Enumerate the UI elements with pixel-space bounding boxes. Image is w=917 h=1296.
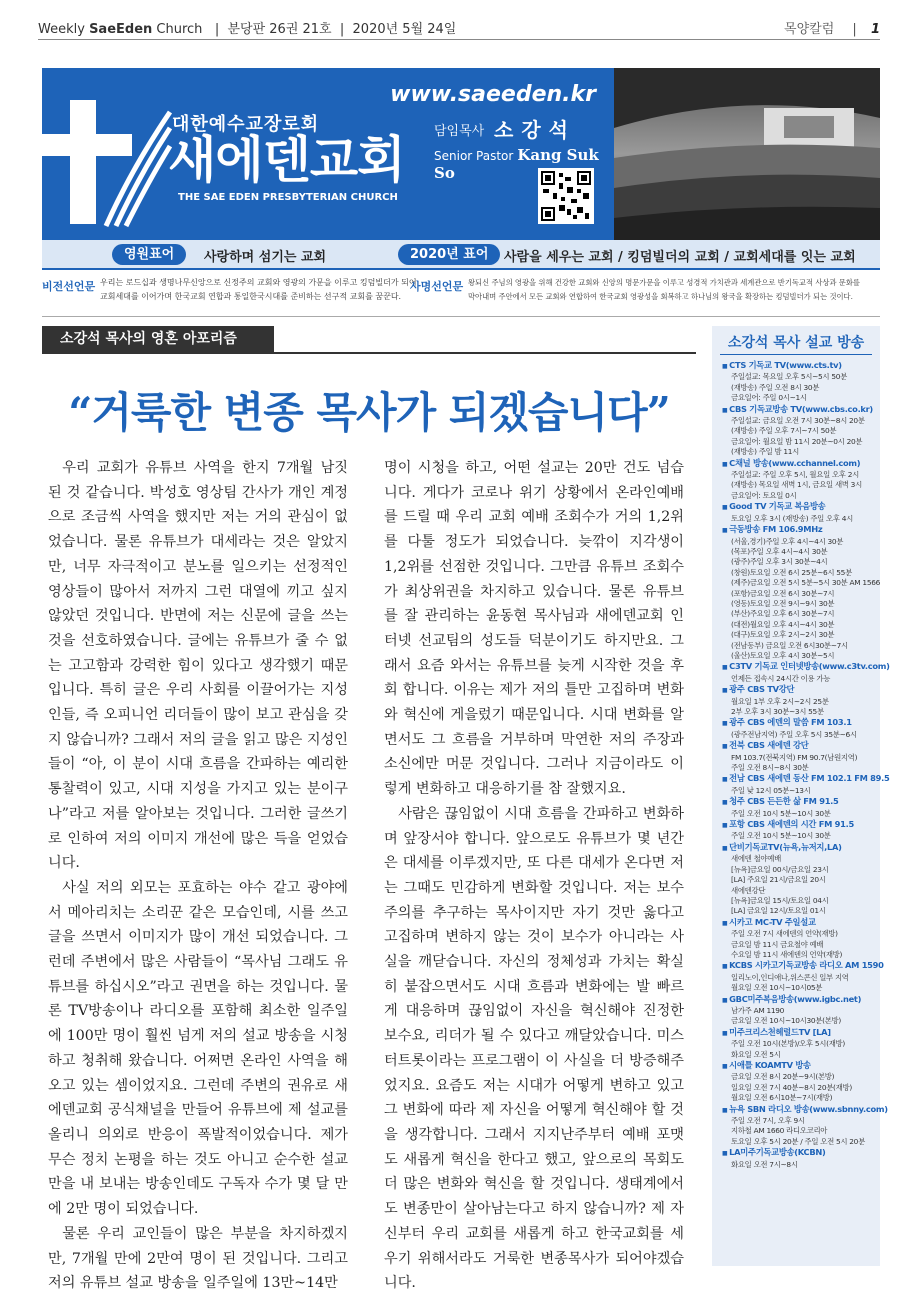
broadcast-schedule: [뉴욕]금요일 15시/토요일 04시: [731, 895, 829, 905]
broadcast-title: 소강석 목사 설교 방송: [727, 335, 865, 351]
broadcast-schedule: 금요일 오전 8시 20분~9시(본방): [731, 1072, 835, 1082]
broadcast-schedule: 지하철 AM 1660 라디오코리아: [731, 1126, 828, 1136]
year-motto-text: 사람을 세우는 교회 / 킹덤빌더의 교회 / 교회세대를 잇는 교회: [504, 250, 856, 265]
section-name: 목양칼럼: [784, 22, 835, 37]
broadcast-sidebar: [712, 326, 890, 1266]
broadcast-station: ■ 광주 CBS TV강단: [722, 684, 878, 696]
issue-date: 2020년 5월 24일: [352, 22, 457, 37]
broadcast-schedule: 수요일 밤 11시 새에덴의 언약(재방): [731, 949, 843, 959]
pastor-title: 담임목사: [434, 124, 485, 139]
broadcast-schedule: 금요일 밤 11시 금요철야 예배: [731, 939, 824, 949]
broadcast-schedule: [LA] 주요일 21시/금요일 20시: [731, 875, 826, 885]
year-motto-label: 2020년 표어: [398, 244, 500, 265]
broadcast-schedule: 주일 오전 10시(본방)/오후 5시(재방): [731, 1039, 845, 1049]
broadcast-schedule: (재방송) 목요일 새벽 1시, 금요일 새벽 3시: [731, 480, 862, 490]
broadcast-schedule: 토요일 오후 3시 (재방송) 주일 오후 4시: [731, 513, 854, 523]
broadcast-schedule: (창원)토요일 오전 6시 25분~6시 55분: [731, 567, 852, 577]
logo-swoosh-icon: [102, 108, 172, 228]
broadcast-schedule: [뉴욕]금요일 00시/금요일 23시: [731, 864, 829, 874]
broadcast-schedule: (영동)토요일 오전 9시~9시 30분: [731, 598, 835, 608]
broadcast-schedule: (서울,경기)주일 오후 4시~4시 30분: [731, 536, 844, 546]
issue-info: Weekly SaeEden Church | 분당판 26권 21호 | 2020년 5월 24일: [38, 22, 457, 37]
broadcast-station: ■ C채널 방송(www.cchannel.com): [722, 458, 878, 470]
broadcast-station: ■ 청주 CBS 든든한 삶 FM 91.5: [722, 796, 878, 808]
broadcast-schedule: 주일 오전 7시 새에덴의 언약(재방): [731, 929, 838, 939]
broadcast-schedule: (재방송) 주일 오후 7시~7시 50분: [731, 426, 837, 436]
broadcast-schedule: FM 103.7(전북지역) FM 90.7(남원지역): [731, 752, 858, 762]
mission-statement: [410, 276, 880, 312]
broadcast-schedule: 2부 오후 3시 30분~3시 55분: [731, 707, 824, 716]
broadcast-schedule: 주일 오전 8시~8시 30분: [731, 763, 809, 773]
broadcast-schedule: (재방송) 주일 밤 11시: [731, 447, 799, 457]
paragraph: 사람은 끊임없이 시대 흐름을 간파하고 변화하며 앞장서야 합니다. 앞으로도 유튜브가 몇 년간은 대세를 이루겠지만, 또 다른 대세가 온다면 저는 그때도 민감하게 변화할 것입니다. 저는 보수주의를 추구하는 목사이지만 자기 것만 옳다고 고집하며 변하지 않는 것이 보수가 아니라는 사실을 깨닫습니다. 자신의 정체성과 가치는 확실히 붙잡으면서도 시대 흐름과 변화에는 발 빠르게 대응하며 끊임없이 자신을 혁신해야 진정한 보수요, 리더가 될 수 있다고 깨달았습니다. 미스터트롯이라는 프로그램이 이 사실을 더 방증해주었지요. 요즘도 저는 시대가 어떻게 변하고 있고 그 변화에 따라 제 자신을 어떻게 혁신해야 할 것을 생각합니다. 그래서 지지난주부터 예배 포맷도 새롭게 혁신을 한다고 했고, 앞으로의 목회도 더 많은 변화와 혁신을 할 것입니다. 생태계에서도 변종만이 살아남는다고 하지 않습니까? 제 자신부터 우리 교회를 새롭게 하고 한국교회를 세우기 위해서라도 거룩한 변종목사가 되어야겠습니다.: [384, 805, 684, 1292]
congregation-photo: [614, 68, 880, 240]
church-english-name: THE SAE EDEN PRESBYTERIAN CHURCH: [178, 192, 398, 203]
broadcast-list: [722, 360, 890, 1170]
broadcast-schedule: (전남동부) 금요일 오전 6시30분~7시: [731, 640, 848, 650]
broadcast-schedule: 주일 오전 7시, 오후 9시: [731, 1116, 805, 1126]
broadcast-schedule: 새에덴강단: [731, 885, 766, 895]
broadcast-station: ■ 뉴욕 SBN 라디오 방송(www.sbnny.com): [722, 1104, 878, 1116]
broadcast-schedule: 화요일 오전 7시~8시: [731, 1159, 798, 1169]
eternal-motto-label: 영원표어: [112, 244, 186, 265]
broadcast-schedule: 일요일 오전 7시 40분~8시 20분(재방): [731, 1082, 852, 1092]
broadcast-schedule: 금요일 오전 10시~10시30분(본방): [731, 1016, 841, 1026]
qr-code-icon[interactable]: [538, 168, 594, 224]
broadcast-schedule: (제주)금요일 오전 5시 5분~5시 30분 AM 1566: [731, 578, 881, 588]
publication-name: Weekly SaeEden Church: [38, 22, 203, 37]
broadcast-schedule: (울산)토요일 오후 4시 30분~5시: [731, 650, 835, 660]
vision-label: 비전선언문: [42, 280, 96, 293]
column-label: 소강석 목사의 영혼 아포리즘: [42, 326, 274, 352]
broadcast-schedule: (광주전남지역) 주일 오후 5시 35분~6시: [731, 729, 857, 739]
article-column-1: [48, 456, 348, 1296]
mission-label: 사명선언문: [410, 280, 464, 293]
broadcast-station: ■ CBS 기독교방송 TV(www.cbs.co.kr): [722, 404, 878, 416]
article-title: “거룩한 변종 목사가 되겠습니다”: [68, 388, 670, 437]
broadcast-schedule: 금요일어: 월요일 밤 11시 20분~0시 20분: [731, 436, 863, 446]
broadcast-station: ■ GBC미주복음방송(www.igbc.net): [722, 994, 878, 1006]
paragraph: 명이 시청을 하고, 어떤 설교는 20만 건도 넘습니다. 게다가 코로나 위기 상황에서 온라인예배를 드릴 때 우리 교회 예배 조회수가 거의 1,2위를 다툴 정도가 되었습니다. 늦깎이 지각생이 1,2위를 선점한 것입니다. 그만큼 유튜브 조회수가 최상위권을 차지하고 있습니다. 물론 유튜브를 잘 관리하는 윤동현 목사님과 새에덴교회 인터넷 선교팀의 성도들 덕분이기도 하지만요. 그래서 요즘 와서는 유튜브를 늦게 시작한 것을 후회 합니다. 이유는 제가 저의 틀만 고집하며 변화와 혁신에 게을렀기 때문입니다. 시대 변화를 알면서도 그 흐름을 거부하며 막연한 저의 주장과 소신에만 머문 것입니다. 그러나 지금이라도 이렇게 변화하고 대응하기를 참 잘했지요.: [384, 460, 684, 798]
broadcast-schedule: 새에덴 철야예배: [731, 854, 781, 864]
broadcast-schedule: [LA] 금요일 12시/토요일 01시: [731, 906, 826, 916]
pastor-english: Senior Pastor Kang Suk So: [434, 146, 599, 182]
broadcast-station: ■ C3TV 기독교 인터넷방송(www.c3tv.com): [722, 661, 878, 673]
column-rule: [42, 352, 696, 354]
paragraph: 물론 우리 교인들이 많은 부분을 차지하겠지만, 7개월 만에 2만여 명이 된 것입니다. 그리고 저의 유튜브 설교 방송을 일주일에 13만~14만: [48, 1225, 348, 1292]
broadcast-station: ■ 포항 CBS 새에덴의 시간 FM 91.5: [722, 819, 878, 831]
vision-statement: [42, 276, 417, 312]
broadcast-schedule: 주일설교: 금요일 오전 7시 30분~8시 20분: [731, 416, 865, 426]
eternal-motto-text: 사랑하며 섬기는 교회: [204, 250, 327, 265]
broadcast-schedule: (광주)주일 오후 3시 30분~4시: [731, 557, 828, 567]
church-name: 새에덴교회: [168, 131, 405, 189]
broadcast-station: ■ 전북 CBS 새에덴 강단: [722, 740, 878, 752]
broadcast-station: ■ 시애틀 KOAMTV 방송: [722, 1060, 878, 1072]
issue-header: [38, 12, 880, 40]
broadcast-station: ■ Good TV 기독교 복음방송: [722, 501, 878, 513]
broadcast-schedule: 화요일 오전 5시: [731, 1049, 781, 1059]
broadcast-schedule: 일리노이,인디애나,위스콘신 일부 지역: [731, 972, 849, 982]
motto-bar: [42, 240, 880, 270]
broadcast-schedule: (부산)주요일 오후 6시 30분~7시: [731, 609, 835, 619]
masthead: [42, 68, 614, 240]
broadcast-station: ■ 광주 CBS 에덴의 말씀 FM 103.1: [722, 717, 878, 729]
article-column-2: [384, 456, 684, 1296]
broadcast-schedule: 주일 오전 10시 5분~10시 30분: [731, 831, 831, 841]
broadcast-station: ■ 극동방송 FM 106.9MHz: [722, 524, 878, 536]
broadcast-schedule: (목포)주일 오후 4시~4시 30분: [731, 546, 828, 556]
broadcast-schedule: 토요일 오후 5시 20분 / 주일 오전 5시 20분: [731, 1136, 865, 1146]
broadcast-station: ■ 전남 CBS 새에덴 동산 FM 102.1 FM 89.5: [722, 773, 878, 785]
broadcast-station: ■ 시카고 MC-TV 주일설교: [722, 917, 878, 929]
broadcast-schedule: 언제든 접속시 24시간 이용 가능: [731, 673, 831, 683]
broadcast-rule: [720, 354, 872, 355]
broadcast-station: ■ 미주크리스천헤럴드TV [LA]: [722, 1027, 878, 1039]
divider: [42, 316, 880, 317]
mission-text: 왕되신 주님의 영광을 위해 건강한 교회와 신앙의 명문가문을 이루고 성경적 가치관과 세계관으로 반기독교적 사상과 문화를 막아내며 주안에서 모든 교회와 연합하여 한국교회 영광성을 회복하고 하나님의 왕국을 확장하는 킹덤빌더가 되는 것이다.: [468, 278, 860, 301]
broadcast-schedule: 주일 오전 10시 5분~10시 30분: [731, 808, 831, 818]
website-url[interactable]: www.saeeden.kr: [390, 82, 596, 107]
page-marker: 목양칼럼 | 1: [784, 22, 880, 37]
broadcast-schedule: 주일설교: 목요일 오후 5시~5시 50분: [731, 372, 847, 382]
pastor-name: 소강석: [494, 118, 576, 142]
broadcast-schedule: (대전)월요일 오후 4시~4시 30분: [731, 619, 835, 629]
broadcast-station: ■ 단비기독교TV(뉴욕,뉴저지,LA): [722, 842, 878, 854]
broadcast-schedule: 금요일어: 주일 0시~1시: [731, 393, 807, 403]
broadcast-schedule: 주일 낮 12시 05분~13시: [731, 785, 811, 795]
broadcast-station: ■ KCBS 시카고기독교방송 라디오 AM 1590: [722, 960, 878, 972]
cross-logo-vertical: [70, 100, 96, 224]
broadcast-schedule: 남가주 AM 1190: [731, 1005, 785, 1015]
broadcast-schedule: 월요일 오전 10시~10시05분: [731, 983, 823, 993]
page-number: 1: [870, 22, 880, 37]
broadcast-schedule: 주일설교: 주일 오후 5시, 월요일 오후 2시: [731, 470, 859, 480]
paragraph: 우리 교회가 유튜브 사역을 한지 7개월 남짓 된 것 같습니다. 박성호 영상팀 간사가 개인 계정으로 조금씩 사역을 했지만 저는 거의 관심이 없었습니다. 물론 유튜브가 대세라는 것은 알았지만, 너무 자극적이고 분노를 일으키는 선정적인 영상들이 많아서 저까지 그런 대열에 끼고 싶지 않았던 것입니다. 반면에 저는 신문에 글을 쓰는 것을 선호하였습니다. 글에는 유튜브가 줄 수 없는 고고함과 강력한 힘이 있다고 생각했기 때문입니다. 특히 글은 우리 사회를 이끌어가는 지성인들, 즉 오피니언 리더들이 많이 보고 관심을 갖지 않습니까? 그래서 저의 글을 읽고 많은 지성인들이 “아, 이 분이 시대 흐름을 간파하는 예리한 통찰력이 있고, 시대 지성을 가지고 있는 분이구나”라고 저를 알아보는 것입니다. 그러한 글쓰기로 인하여 저의 이미지 개선에 많은 득을 얻었습니다.: [48, 460, 348, 872]
broadcast-schedule: (재방송) 주일 오전 8시 30분: [731, 382, 820, 392]
broadcast-station: ■ LA미주기독교방송(KCBN): [722, 1147, 878, 1159]
edition: 분당판 26권 21호: [227, 22, 332, 37]
broadcast-schedule: (대구)토요일 오후 2시~2시 30분: [731, 630, 835, 640]
broadcast-schedule: 월요일 1부 오후 2시~2시 25분: [731, 696, 829, 706]
broadcast-schedule: (포항)금요일 오전 6시 30분~7시: [731, 588, 835, 598]
broadcast-schedule: 월요일 오전 6시10분~7시(재방): [731, 1093, 833, 1103]
broadcast-schedule: 금요일어: 토요일 0시: [731, 490, 797, 500]
vision-text: 우리는 로드십과 생명나무신앙으로 신정주의 교회와 영광의 가문을 이루고 킹덤빌더가 되어 교회세대를 이어가며 한국교회 연합과 통일한국시대를 준비하는 선구적 교회를 꿈꾼다.: [100, 278, 417, 301]
denomination: 대한예수교장로회: [172, 114, 320, 135]
paragraph: 사실 저의 외모는 포효하는 야수 같고 광야에서 메아리치는 소리꾼 같은 모습인데, 시를 쓰고 글을 쓰면서 이미지가 많이 개선 되었습니다. 그런데 주변에서 많은 사람들이 “목사님 그래도 유튜브를 하십시오”라고 권면을 하는 것입니다. 물론 TV방송이나 라디오를 포함해 최소한 일주일에 100만 명이 훨씬 넘게 저의 설교 방송을 시청하고 청취해 왔습니다. 어쩌면 온라인 사역을 해오고 있는 셈이었지요. 그런데 주변의 권유로 새에덴교회 공식채널을 만들어 유튜브에 제 설교를 올리니 의외로 반응이 폭발적이었습니다. 제가 무슨 정치 논평을 하는 것도 아니고 순수한 설교만을 내 보내는 방송인데도 구독자 수가 몇 달 만에 2만 명이 되었습니다.: [48, 879, 348, 1218]
broadcast-station: ■ CTS 기독교 TV(www.cts.tv): [722, 360, 878, 372]
